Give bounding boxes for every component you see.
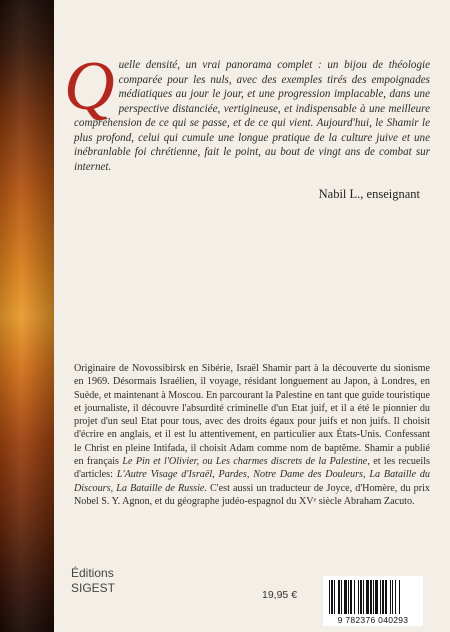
bio-text-2: , et les recueils d'articles: (74, 456, 430, 481)
bio-text-3: C'est aussi un traducteur de Joyce, d'Homère, du prix Nobel S. Y. Agnon, et du géographe judéo-espagnol du XVᵉ siècle Abraham Zacuto. (74, 482, 430, 507)
book-title-1: Le Pin et l'Olivier, ou Les charmes discrets de la Palestine (122, 456, 368, 468)
quote-text: uelle densité, un vrai panorama complet : un bijou de théologie comparée pour les nuls, avec des exemples tirés des empoignades médiatiques au jour le jour, et une progression implacable, dans une perspective distanciée, vertigineuse, et indispensable à une meilleure compréhension de ce qui se passe, et de ce qui vient. Aujourd'hui, le Shamir le plus profond, celui qui cumule une longue pratique de la culture juive et une inébranlable foi chrétienne, fait le point, au bout de vingt ans de combat sur internet. (74, 59, 430, 173)
barcode-bar (341, 580, 342, 614)
barcode-bar (331, 580, 333, 614)
drop-cap: Q (64, 48, 115, 125)
bio-text-1: Originaire de Novossibirsk en Sibérie, Israël Shamir part à la découverte du sionisme en 1969. Désormais Israélien, il voyage, résidant longuement au Japon, à Londres, en Suède, et maintenant à Moscou. En parcourant la Palestine en tant que guide touristique et journaliste, il découvre l'absurdité criminelle d'un Etat juif, et il a été le pionnier du projet d'un seul Etat pour tous, avec des droits égaux pour juifs et non juifs. Il choisit d'écrire en anglais, et il est lu attentivement, en particulier aux États-Unis. Confessant le Christ en pleine Intifada, il choisit Adam comme nom de baptême. Shamir a publié en français (74, 363, 430, 468)
barcode-bar (360, 580, 362, 614)
price-label: 19,95 € (262, 589, 298, 601)
book-titles-list: L'Autre Visage d'Israël, Pardes, Notre Dame des Douleurs, La Bataille du Discours, La Bataille de Russie. (74, 469, 430, 494)
barcode-bar (363, 580, 364, 614)
publisher-line-1: Éditions (71, 566, 114, 580)
barcode (323, 576, 423, 626)
barcode-bar (334, 580, 335, 614)
barcode-bar (338, 580, 340, 614)
publisher-logo (71, 566, 115, 596)
barcode-bar (395, 580, 396, 614)
barcode-bar (399, 580, 400, 614)
barcode-bar (390, 580, 391, 614)
barcode-bar (370, 580, 372, 614)
barcode-bar (350, 580, 352, 614)
testimonial-quote (64, 48, 430, 174)
barcode-number: 9 782376 040293 (337, 615, 409, 625)
barcode-bar (344, 580, 347, 614)
barcode-bar (373, 580, 374, 614)
barcode-bar (382, 580, 384, 614)
barcode-bars (327, 580, 419, 614)
barcode-bar (375, 580, 378, 614)
barcode-bar (366, 580, 369, 614)
barcode-bar (385, 580, 387, 614)
author-biography (74, 362, 430, 508)
barcode-bar (348, 580, 349, 614)
barcode-bar (354, 580, 355, 614)
barcode-bar (392, 580, 393, 614)
barcode-bar (380, 580, 381, 614)
quote-attribution: Nabil L., enseignant (318, 187, 420, 201)
publisher-line-2: SIGEST (71, 581, 116, 595)
barcode-bar (329, 580, 330, 614)
barcode-bar (358, 580, 359, 614)
spine-gradient-strip (0, 0, 54, 632)
